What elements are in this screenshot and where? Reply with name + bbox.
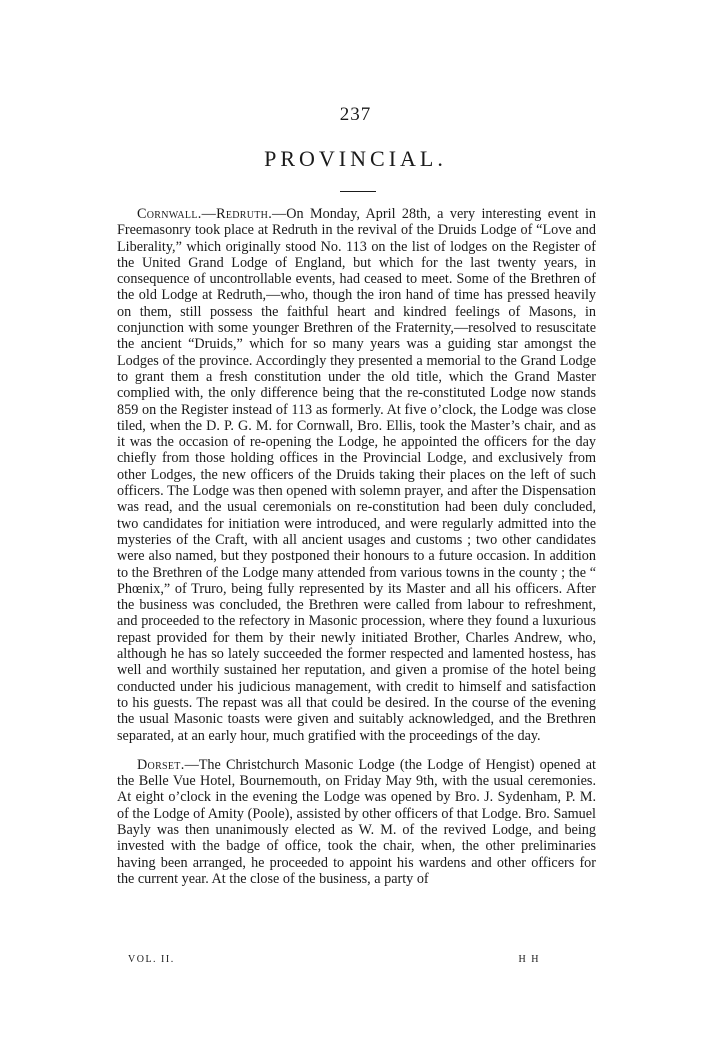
paragraph-dorset	[117, 757, 596, 887]
signature-mark: H H	[518, 954, 540, 965]
page-number: 237	[339, 104, 372, 125]
paragraph-lead: Cornwall.—Redruth.	[137, 206, 273, 222]
article-body	[117, 206, 596, 887]
section-heading: PROVINCIAL.	[264, 146, 447, 171]
paragraph-lead: Dorset.	[137, 756, 185, 773]
paragraph-text: —The Christchurch Masonic Lodge (the Lodge of Hengist) opened at the Belle Vue Hotel, Bournemouth, on Friday May 9th, with the usual ceremonies. At eight o’clock in the evening the Lodge was opened by Bro. J. Sydenham, P. M. of the Lodge of Amity (Poole), assisted by other officers of that Lodge. Bro. Samuel Bayly was then unanimously elected as W. M. of the revived Lodge, and being invested with the badge of office, took the chair, when, the other preliminaries having been arranged, he proceeded to appoint his wardens and other officers for the current year. At the close of the business, a party of	[117, 756, 596, 887]
heading-rule	[340, 191, 376, 192]
volume-mark: VOL. II.	[128, 954, 175, 965]
page-footer	[128, 954, 540, 965]
paragraph-cornwall	[117, 206, 596, 744]
paragraph-text: —On Monday, April 28th, a very interesting event in Freemasonry took place at Redruth in the revival of the Druids Lodge of “Love and Liberality,” which originally stood No. 113 on the list of lodges on the Register of the United Grand Lodge of England, but which for the last twenty years, in consequence of uncontrollable events, had ceased to meet. Some of the Brethren of the old Lodge at Redruth,—who, though the iron hand of time has pressed heavily on them, still possess the faithful heart and kindred feelings of Masons, in conjunction with some younger Brethren of the Fraternity,—resolved to resuscitate the ancient “Druids,” which for so many years was a guiding star amongst the Lodges of the province. Accordingly they presented a memorial to the Grand Lodge to grant them a fresh constitution under the old title, which the Grand Master complied with, the only difference being that the re-constituted Lodge now stands 859 on the Register instead of 113 as formerly. At five o’clock, the Lodge was close tiled, when the D. P. G. M. for Cornwall, Bro. Ellis, took the Master’s chair, and as it was the occasion of re-opening the Lodge, he appointed the officers for the day chiefly from those holding offices in the Provincial Lodge, and exclusively from other Lodges, the new officers of the Druids taking their places on the left of such officers. The Lodge was then opened with solemn prayer, and after the Dispensation was read, and the usual ceremonials on re-constitution had been duly concluded, two candidates for initiation were introduced, and were regularly admitted into the mysteries of the Craft, with all ancient usages and customs ; two other candidates were also named, but they postponed their honours to a future occasion. In addition to the Brethren of the Lodge many attended from various towns in the county ; the “ Phœnix,” of Truro, being fully represented by its Master and all his officers. After the business was concluded, the Brethren were called from labour to refreshment, and proceeded to the refectory in Masonic procession, where they found a luxurious repast provided for them by their newly initiated Brother, Charles Andrew, who, although he has so lately succeeded the former respected and lamented hostess, has well and worthily sustained her reputation, and given a promise of the hotel being conducted under his judicious management, with credit to himself and satisfaction to his guests. The repast was all that could be desired. In the course of the evening the usual Masonic toasts were given and suitably acknowledged, and the Brethren separated, at an early hour, much gratified with the proceedings of the day.	[117, 206, 596, 744]
